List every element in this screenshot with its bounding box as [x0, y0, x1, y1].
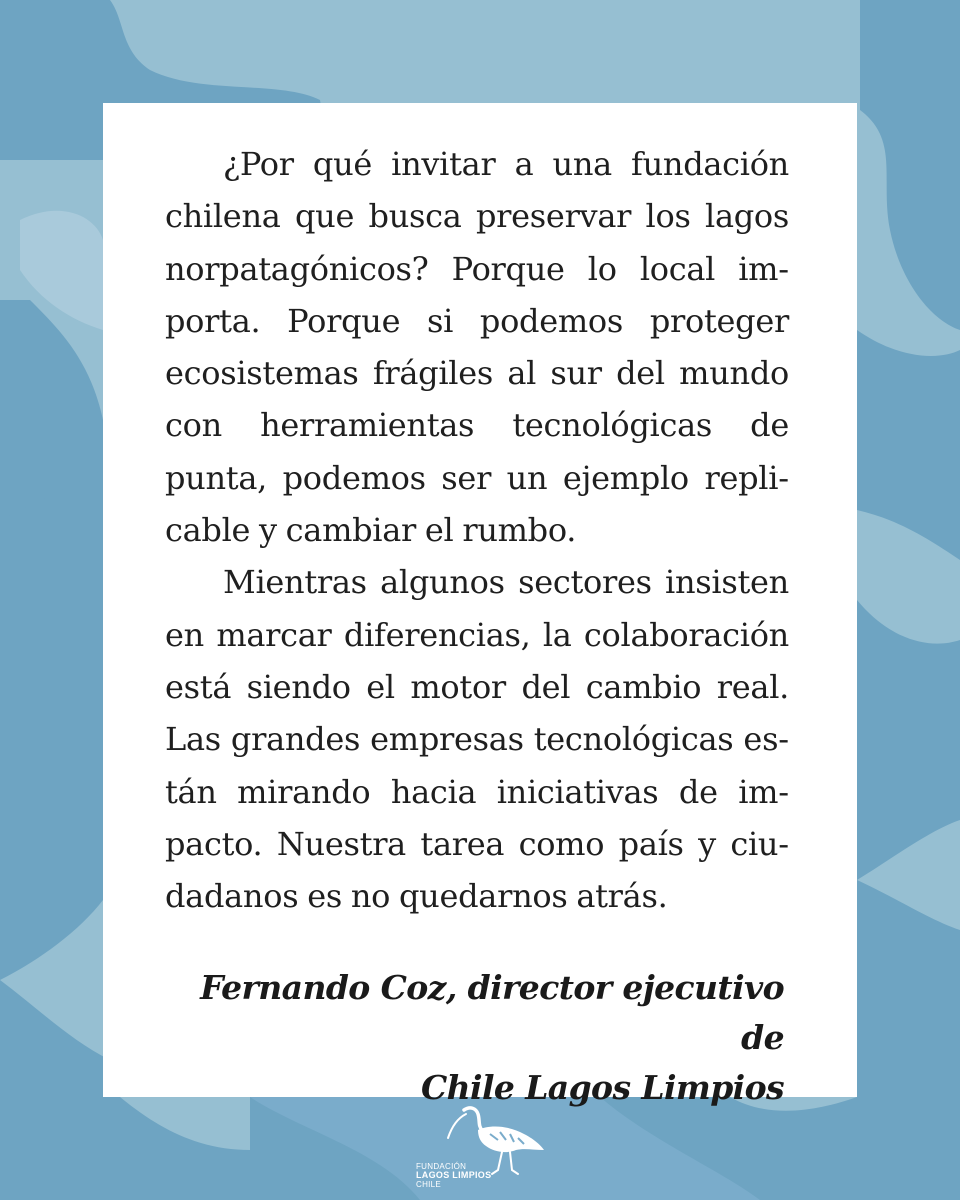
- author-attribution: [164, 963, 784, 1113]
- foundation-logo: [410, 1100, 550, 1200]
- logo-line-3: CHILE: [416, 1180, 442, 1189]
- paragraph-1: ¿Por qué invitar a una fundación chilena que busca preservar los lagos norpatagónicos? Porque lo local importa. Porque si podemos proteger ecosistemas frágiles al sur del mundo con herramientas tecnológicas de punta, podemos ser un ejemplo replicable y cambiar el rumbo.: [165, 145, 789, 550]
- logo-line-2: LAGOS LIMPIOS: [416, 1170, 492, 1180]
- article-card: [103, 103, 857, 1107]
- attribution-line-2: Chile Lagos Limpios: [420, 1068, 784, 1107]
- logo-wordmark: [416, 1162, 491, 1189]
- newspaper-clipping: [165, 138, 789, 922]
- paragraph-2: Mientras algunos sectores insisten en marcar diferencias, la colaboración está siendo el motor del cambio real. Las grandes empresas tecnológicas están mirando hacia iniciativas de impacto. Nuestra tarea como país y ciudadanos es no quedarnos atrás.: [165, 563, 789, 916]
- attribution-line-1: Fernando Coz, director ejecutivo de: [200, 968, 784, 1057]
- logo-line-1: FUNDACIÓN: [416, 1162, 467, 1171]
